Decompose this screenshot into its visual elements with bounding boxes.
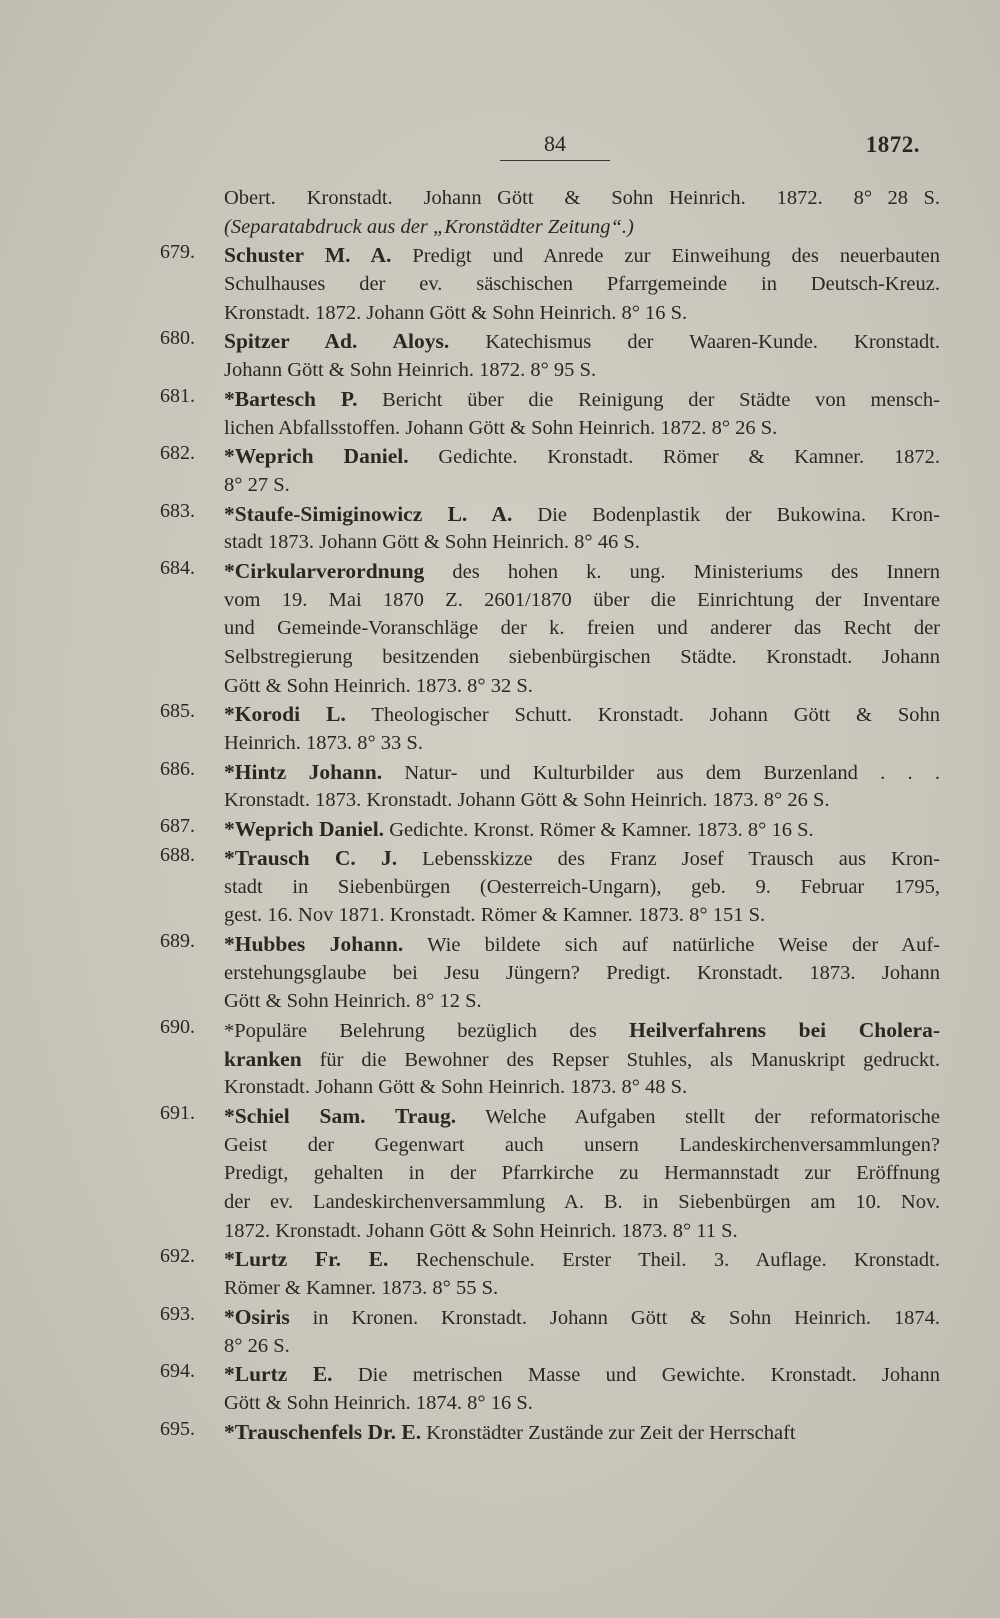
bibliography-entry: [0, 385, 1000, 442]
entry-line: [224, 442, 940, 471]
bibliography-entry: [0, 844, 1000, 930]
entry-number: 680.: [160, 327, 195, 350]
entry-line: [224, 1159, 940, 1188]
header-year: 1872.: [865, 132, 920, 157]
entry-line: [224, 241, 940, 270]
entry-text: Geist der Gegenwart auch unsern Landeskirchenversammlungen?: [224, 1133, 940, 1156]
entry-number: 694.: [160, 1360, 195, 1383]
entry-text: Die metrischen Masse und Gewichte. Kronstadt. Johann: [332, 1364, 941, 1387]
bibliography-entry: [0, 815, 1000, 844]
entry-text: Natur- und Kulturbilder aus dem Burzenland . . .: [382, 761, 941, 784]
entry-text: Römer & Kamner. 1873. 8° 55 S.: [224, 1277, 499, 1300]
entry-line: [224, 500, 940, 529]
entry-author: *Schiel Sam. Traug.: [224, 1104, 457, 1128]
entry-author: kranken: [224, 1046, 302, 1071]
entry-number: 682.: [160, 442, 195, 465]
entry-line: [224, 729, 940, 758]
entry-text: Obert. Kronstadt. Johann Gött & Sohn Heinrich. 1872. 8° 28 S.: [224, 187, 940, 209]
entry-text: (Separatabdruck aus der „Kronstädter Zeitung“.): [224, 215, 634, 238]
bibliography-entry: [0, 557, 1000, 700]
entry-author: *Weprich Daniel.: [224, 444, 409, 469]
entry-text: Selbstregierung besitzenden siebenbürgischen Städte. Kronstadt. Johann: [224, 646, 940, 668]
entry-text: Die Bodenplastik der Bukowina. Kron-: [512, 503, 940, 526]
entry-author: *Lurtz E.: [224, 1362, 333, 1387]
entry-text: 8° 27 S.: [224, 473, 290, 496]
entry-line: [224, 471, 940, 500]
entry-line: [224, 672, 940, 701]
entry-number: 684.: [160, 556, 195, 579]
bibliography-entry: [0, 1102, 1000, 1245]
bibliography-entry: [0, 1418, 1000, 1447]
entry-text: Theologischer Schutt. Kronstadt. Johann Gött & Sohn: [345, 704, 940, 727]
entry-text: lichen Abfallsstoffen. Johann Gött & Sohn Heinrich. 1872. 8° 26 S.: [224, 416, 778, 439]
entry-text: Predigt und Anrede zur Einweihung des neuerbauten: [391, 245, 940, 268]
entry-author: *Staufe-Simiginowicz L. A.: [224, 501, 513, 526]
entry-text: Gött & Sohn Heinrich. 1874. 8° 16 S.: [224, 1391, 533, 1414]
entry-text: in Kronen. Kronstadt. Johann Gött & Sohn Heinrich. 1874.: [289, 1306, 940, 1329]
entry-line: [224, 1102, 940, 1131]
entry-line: [224, 1389, 940, 1418]
entry-author: *Trauschenfels Dr. E.: [224, 1419, 422, 1444]
entry-number: 689.: [160, 929, 195, 952]
entry-number: 679.: [160, 241, 195, 264]
entry-text: Wie bildete sich auf natürliche Weise der Auf-: [403, 933, 940, 956]
entry-line: [224, 844, 940, 873]
entry-text: und Gemeinde-Voranschläge der k. freien und anderer das Recht der: [224, 617, 940, 640]
bibliography-entry: [0, 930, 1000, 1016]
entry-author: *Weprich Daniel.: [224, 817, 385, 842]
entry-text: Gedichte. Kronstadt. Römer & Kamner. 1872.: [408, 446, 940, 469]
bibliography-entries: [0, 184, 1000, 1446]
bibliography-entry: [0, 500, 1000, 557]
entry-text: stadt in Siebenbürgen (Oesterreich-Ungarn), geb. 9. Februar 1795,: [224, 875, 940, 898]
entry-text: Schulhauses der ev. säschischen Pfarrgemeinde in Deutsch-Kreuz.: [224, 273, 940, 296]
entry-line: [224, 385, 940, 414]
bibliography-entry: [0, 700, 1000, 757]
entry-author: Spitzer Ad. Aloys.: [224, 329, 450, 354]
entry-author: *Korodi L.: [224, 702, 346, 727]
entry-line: [224, 959, 940, 988]
entry-author: *Hintz Johann.: [224, 759, 383, 784]
bibliography-entry: [0, 327, 1000, 384]
entry-text: Welche Aufgaben stellt der reformatorische: [456, 1106, 941, 1128]
entry-line: [224, 586, 940, 615]
entry-text: Kronstadt. Johann Gött & Sohn Heinrich. 1873. 8° 48 S.: [224, 1076, 688, 1099]
entry-line: [224, 1360, 940, 1389]
entry-line: [224, 930, 940, 959]
entry-line: [224, 213, 940, 242]
entry-line: [224, 1274, 940, 1303]
page-number: 84: [544, 131, 566, 156]
entry-number: 688.: [160, 843, 195, 866]
entry-author: *Osiris: [224, 1304, 290, 1329]
entry-line: [224, 901, 940, 930]
entry-line: [224, 1045, 940, 1074]
entry-text: für die Bewohner des Repser Stuhles, als Manuskript gedruckt.: [301, 1048, 940, 1071]
entry-text: Kronstadt. 1872. Johann Gött & Sohn Heinrich. 8° 16 S.: [224, 301, 688, 324]
entry-line: [224, 1016, 940, 1045]
entry-text: Katechismus der Waaren-Kunde. Kronstadt.: [449, 331, 941, 354]
entry-text: Bericht über die Reinigung der Städte von mensch-: [357, 388, 940, 411]
entry-line: [224, 1332, 940, 1361]
bibliography-entry: [0, 758, 1000, 815]
entry-text: Gött & Sohn Heinrich. 1873. 8° 32 S.: [224, 674, 533, 697]
bibliography-entry: [0, 442, 1000, 499]
entry-line: [224, 1245, 940, 1274]
entry-line: [224, 528, 940, 557]
entry-line: [224, 1418, 940, 1447]
entry-text: Lebensskizze des Franz Josef Trausch aus Kron-: [397, 847, 940, 870]
entry-text: 1872. Kronstadt. Johann Gött & Sohn Heinrich. 1873. 8° 11 S.: [224, 1219, 738, 1242]
entry-number: 692.: [160, 1245, 195, 1268]
entry-author: Schuster M. A.: [224, 243, 392, 268]
entry-line: [224, 1131, 940, 1160]
entry-text: stadt 1873. Johann Gött & Sohn Heinrich. 8° 46 S.: [224, 531, 640, 554]
entry-line: [224, 1188, 940, 1217]
entry-line: [224, 815, 940, 844]
entry-line: [224, 270, 940, 299]
entry-number: 685.: [160, 700, 195, 723]
entry-number: 693.: [160, 1302, 195, 1325]
entry-line: [224, 557, 940, 586]
entry-text: vom 19. Mai 1870 Z. 2601/1870 über die Einrichtung der Inventare: [224, 588, 940, 611]
entry-number: 681.: [160, 384, 195, 407]
entry-text: Johann Gött & Sohn Heinrich. 1872. 8° 95 S.: [224, 359, 597, 382]
bibliography-entry: [0, 241, 1000, 327]
entry-text: 8° 26 S.: [224, 1334, 290, 1357]
entry-text: Kronstädter Zustände zur Zeit der Herrschaft: [421, 1421, 796, 1444]
entry-line: [224, 1217, 940, 1246]
entry-author: *Bartesch P.: [224, 386, 358, 411]
entry-number: 686.: [160, 757, 195, 780]
entry-line: [224, 414, 940, 443]
entry-text: Gedichte. Kronst. Römer & Kamner. 1873. 8° 16 S.: [384, 819, 814, 842]
entry-number: 690.: [160, 1015, 195, 1038]
entry-text: gest. 16. Nov 1871. Kronstadt. Römer & Kamner. 1873. 8° 151 S.: [224, 904, 766, 927]
bibliography-entry: [0, 1303, 1000, 1360]
header-rule: [500, 160, 610, 161]
entry-line: [224, 299, 940, 328]
entry-text: Kronstadt. 1873. Kronstadt. Johann Gött & Sohn Heinrich. 1873. 8° 26 S.: [224, 789, 830, 812]
entry-number: 691.: [160, 1102, 195, 1124]
entry-line: [224, 700, 940, 729]
entry-text: Gött & Sohn Heinrich. 8° 12 S.: [224, 990, 482, 1013]
entry-line: [224, 786, 940, 815]
page-header: [0, 128, 1000, 168]
entry-line: [224, 184, 940, 213]
entry-text: des hohen k. ung. Ministeriums des Innern: [424, 560, 940, 583]
entry-text: erstehungsglaube bei Jesu Jüngern? Predigt. Kronstadt. 1873. Johann: [224, 961, 940, 984]
entry-number: 683.: [160, 499, 195, 522]
entry-number: 687.: [160, 815, 195, 838]
bibliography-entry: [0, 184, 1000, 241]
bibliography-entry: [0, 1360, 1000, 1417]
entry-text: *Populäre Belehrung bezüglich des: [224, 1019, 630, 1042]
entry-line: [224, 758, 940, 787]
entry-author: *Lurtz Fr. E.: [224, 1247, 389, 1272]
entry-line: [224, 356, 940, 385]
entry-line: [224, 1303, 940, 1332]
entry-text: Heinrich. 1873. 8° 33 S.: [224, 732, 423, 755]
entry-author: Heilverfahrens bei Cholera-: [629, 1017, 940, 1042]
entry-author: *Trausch C. J.: [224, 845, 398, 870]
bibliography-entry: [0, 1245, 1000, 1302]
entry-text: Predigt, gehalten in der Pfarrkirche zu Hermannstadt zur Eröffnung: [224, 1162, 940, 1185]
bibliography-entry: [0, 1016, 1000, 1102]
entry-author: *Hubbes Johann.: [224, 931, 404, 956]
entry-line: [224, 873, 940, 902]
entry-text: der ev. Landeskirchenversammlung A. B. in Siebenbürgen am 10. Nov.: [224, 1191, 940, 1214]
entry-line: [224, 327, 940, 356]
entry-line: [224, 614, 940, 643]
entry-text: Rechenschule. Erster Theil. 3. Auflage. Kronstadt.: [388, 1249, 940, 1272]
entry-author: *Cirkularverordnung: [224, 558, 425, 583]
entry-line: [224, 643, 940, 672]
entry-line: [224, 1073, 940, 1102]
entry-line: [224, 987, 940, 1016]
entry-number: 695.: [160, 1417, 195, 1440]
